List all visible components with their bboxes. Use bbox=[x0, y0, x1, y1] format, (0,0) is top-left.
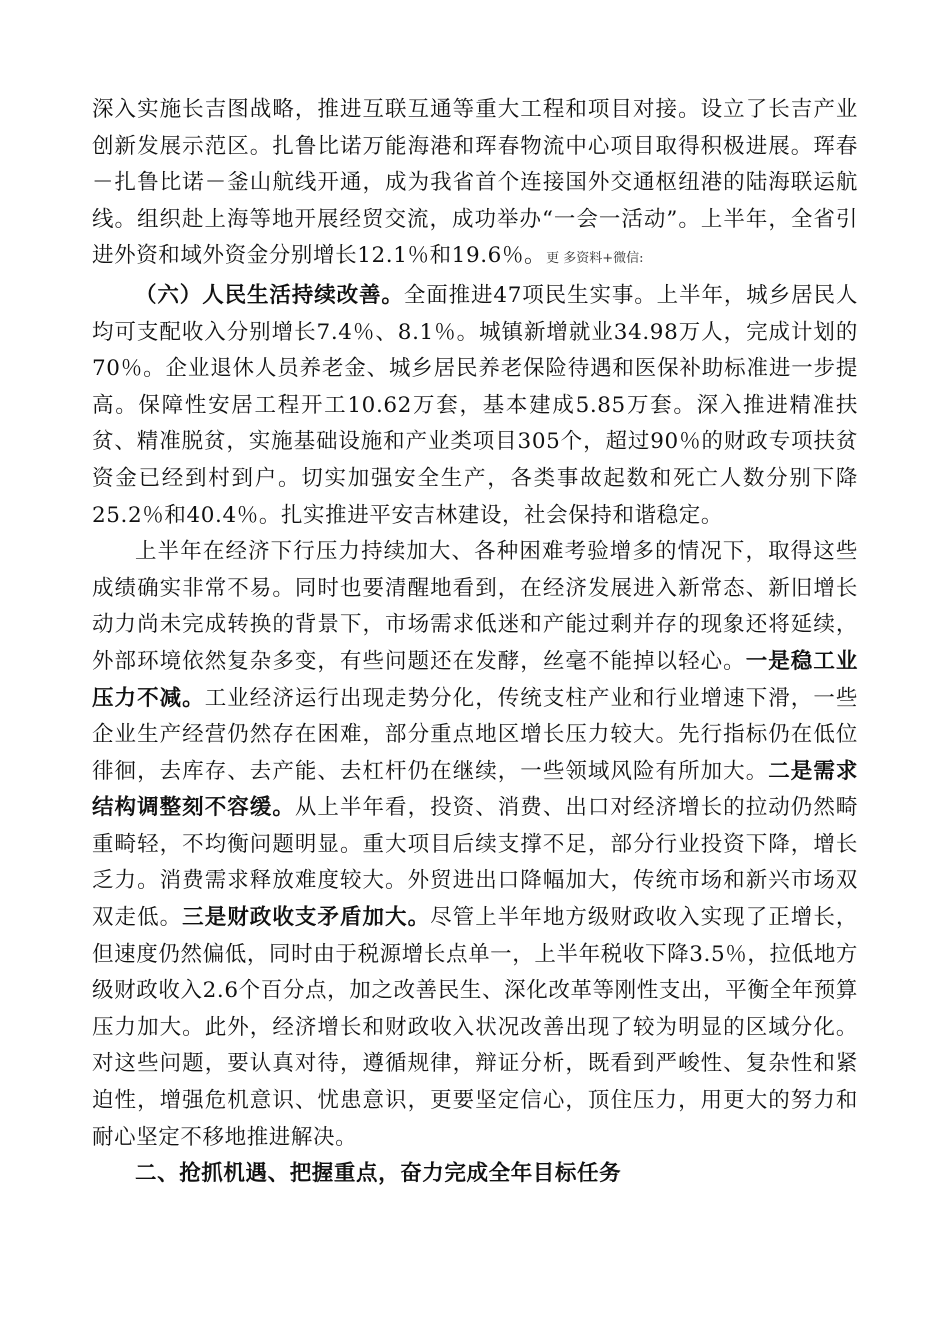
point-demand-structure: 二是需求结构调整刻不容缓。 bbox=[92, 758, 858, 821]
paragraph-text: 深入实施长吉图战略，推进互联互通等重大工程和项目对接。设立了长吉产业创新发展示范区。扎鲁比诺万能海港和珲春物流中心项目取得积极进展。珲春－扎鲁比诺－釜山航线开通，成为我省首个连接国外交通枢纽港的陆海联运航线。组织赴上海等地开展经贸交流，成功举办“一会一活动”。上半年，全省引进外资和域外资金分别增长12.1％和19.6％。 bbox=[92, 97, 858, 269]
point-fiscal: 三是财政收支矛盾加大。 bbox=[182, 905, 431, 931]
paragraph-text: 工业经济运行出现走势分化，传统支柱产业和行业增速下滑，一些企业生产经营仍然存在困难，部分重点地区增长压力较大。先行指标仍在低位徘徊，去库存、去产能、去杠杆仍在继续，一些领域风险有所加大。 bbox=[92, 685, 858, 784]
contact-note: 更 多资料+微信: bbox=[546, 251, 644, 267]
paragraph-long-jitu bbox=[92, 92, 858, 278]
paragraph-text: 全面推进47项民生实事。上半年，城乡居民人均可支配收入分别增长7.4％、8.1％。城镇新增就业34.98万人，完成计划的70％。企业退休人员养老金、城乡居民养老保险待遇和医保补助标准进一步提高。保障性安居工程开工10.62万套，基本建成5.85万套。深入推进精准扶贫、精准脱贫，实施基础设施和产业类项目305个，超过90％的财政专项扶贫资金已经到村到户。切实加强安全生产，各类事故起数和死亡人数分别下降25.2％和40.4％。扎实推进平安吉林建设，社会保持和谐稳定。 bbox=[92, 282, 858, 528]
paragraph-text: 尽管上半年地方级财政收入实现了正增长，但速度仍然偏低，同时由于税源增长点单一，上半年税收下降3.5％，拉低地方级财政收入2.6个百分点，加之改善民生、深化改革等刚性支出，平衡全年预算压力加大。此外，经济增长和财政收入状况改善出现了较为明显的区域分化。对这些问题，要认真对待，遵循规律，辩证分析，既看到严峻性、复杂性和紧迫性，增强危机意识、忧患意识，更要坚定信心，顶住压力，用更大的努力和耐心坚定不移地推进解决。 bbox=[92, 905, 858, 1150]
paragraph-text: 从上半年看，投资、消费、出口对经济增长的拉动仍然畸重畸轻，不均衡问题明显。重大项目后续支撑不足，部分行业投资下降，增长乏力。消费需求释放难度较大。外贸进出口降幅加大，传统市场和新兴市场双双走低。 bbox=[92, 795, 858, 931]
section-title-livelihood: （六）人民生活持续改善。 bbox=[135, 282, 404, 308]
paragraph-text: 上半年在经济下行压力持续加大、各种困难考验增多的情况下，取得这些成绩确实非常不易。同时也要清醒地看到，在经济发展进入新常态、新旧增长动力尚未完成转换的背景下，市场需求低迷和产能过剩并存的现象还将延续，外部环境依然复杂多变，有些问题还在发酵，丝毫不能掉以轻心。 bbox=[92, 539, 858, 674]
paragraph-livelihood bbox=[92, 278, 858, 534]
point-industry: 一是稳工业压力不减。 bbox=[92, 648, 858, 711]
section-heading-2: 二、抢抓机遇、把握重点，奋力完成全年目标任务 bbox=[135, 1161, 622, 1187]
paragraph-challenges bbox=[92, 534, 858, 1156]
